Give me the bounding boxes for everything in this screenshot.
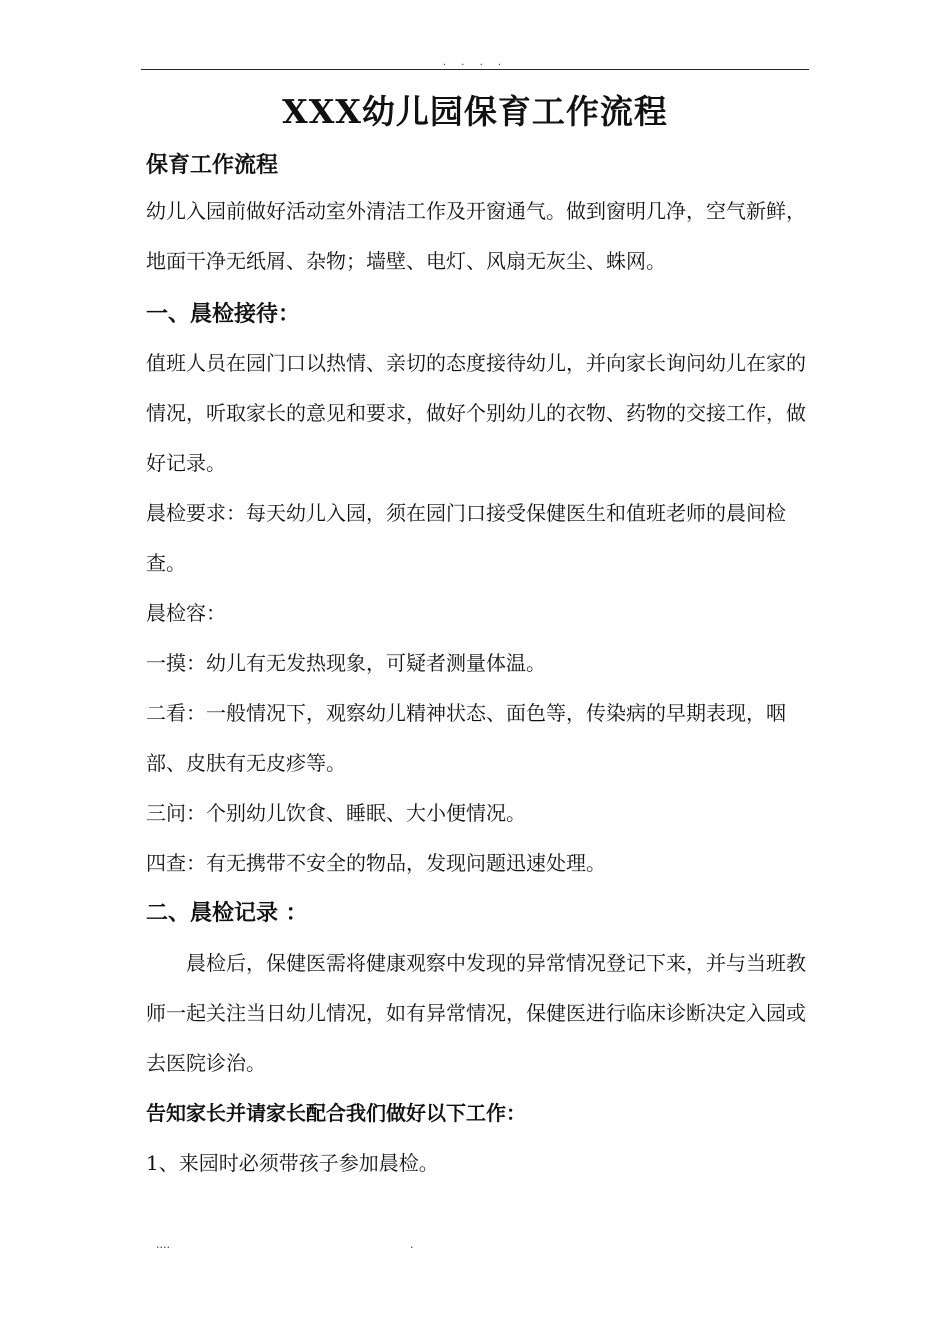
paragraph-ask: 三问：个别幼儿饮食、睡眠、大小便情况。: [146, 801, 526, 825]
paragraph-reception: 值班人员在园门口以热情、亲切的态度接待幼儿，并向家长询问幼儿在家的情况，听取家长的意见和要求，做好个别幼儿的衣物、药物的交接工作，做好记录。: [146, 351, 806, 475]
paragraph-look: 二看：一般情况下，观察幼儿精神状态、面色等，传染病的早期表现，咽部、皮肤有无皮疹等。: [146, 701, 786, 775]
section-heading-baoyu: 保育工作流程: [146, 152, 279, 178]
document-body: [146, 148, 816, 1188]
section-heading-reception: 一、晨检接待：: [146, 301, 301, 327]
paragraph-check-requirements: 晨检要求：每天幼儿入园，须在园门口接受保健医生和值班老师的晨间检查。: [146, 501, 786, 575]
paragraph-cleaning: 幼儿入园前做好活动室外清洁工作及开窗通气。做到窗明几净，空气新鲜，地面干净无纸屑、杂物；墙壁、电灯、风扇无灰尘、蛛网。: [146, 199, 806, 273]
list-item-1: 1、来园时必须带孩子参加晨检。: [146, 1151, 439, 1175]
page-title: XXX幼儿园保育工作流程: [282, 92, 668, 131]
footer-left-dots: ....: [156, 1238, 170, 1251]
section-heading-record: 二、晨检记录 ：: [146, 900, 308, 926]
footer-right-dot: .: [410, 1238, 414, 1251]
paragraph-check-content-label: 晨检容：: [146, 601, 226, 625]
header-rule: [141, 69, 809, 70]
paragraph-notify-parents: 告知家长并请家长配合我们做好以下工作：: [146, 1101, 526, 1125]
paragraph-check: 四查：有无携带不安全的物品，发现问题迅速处理。: [146, 851, 606, 875]
paragraph-touch: 一摸：幼儿有无发热现象，可疑者测量体温。: [146, 651, 546, 675]
header-dots: . . . .: [442, 57, 508, 68]
paragraph-record: 晨检后，保健医需将健康观察中发现的异常情况登记下来，并与当班教师一起关注当日幼儿情况，如有异常情况，保健医进行临床诊断决定入园或去医院诊治。: [146, 951, 806, 1075]
